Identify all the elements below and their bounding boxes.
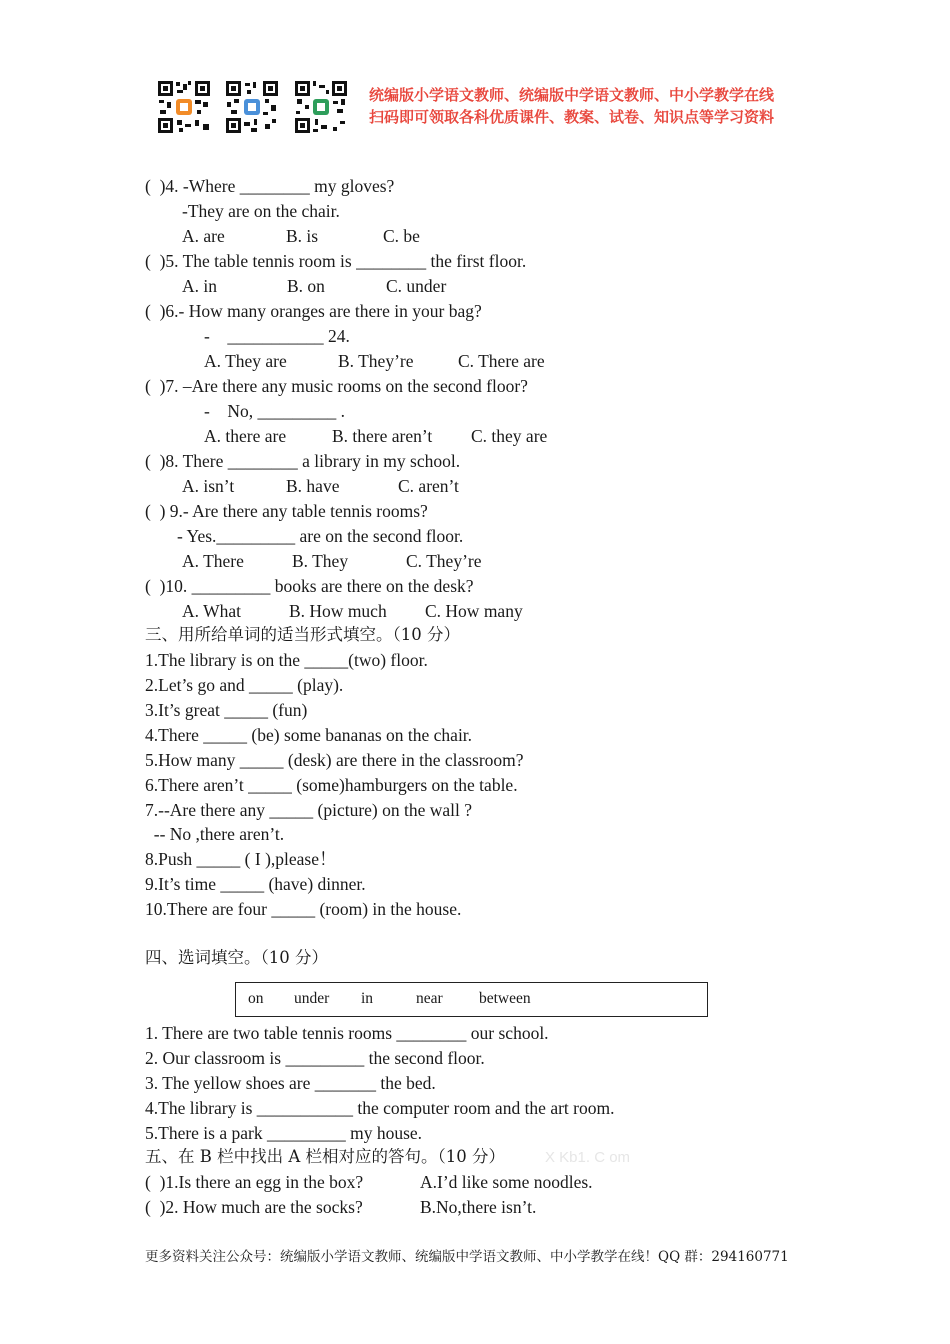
header-banner — [157, 80, 797, 136]
question-4-option-a: A. are — [182, 226, 225, 246]
question-8-option-c: C. aren’t — [398, 476, 459, 496]
question-5-option-b: B. on — [287, 276, 325, 296]
fill-item-8: 8.Push _____ ( I ),please！ — [145, 849, 337, 869]
fill-item-10: 10.There are four _____ (room) in the house. — [145, 899, 462, 919]
match-question-2: ( )2. How much are the socks? — [145, 1197, 363, 1217]
fill-item-3: 3.It’s great _____ (fun) — [145, 700, 308, 720]
question-6-answer: - ___________ 24. — [204, 326, 350, 346]
header-line-2: 扫码即可领取各科优质课件、教案、试卷、知识点等学习资料 — [369, 108, 775, 126]
choose-item-4: 4.The library is ___________ the computer room and the art room. — [145, 1098, 615, 1118]
fill-item-6: 6.There aren’t _____ (some)hamburgers on the table. — [145, 775, 518, 795]
question-7-option-a: A. there are — [204, 426, 287, 446]
question-7-answer: - No, _________ . — [204, 401, 345, 421]
question-10-option-b: B. How much — [289, 601, 387, 621]
question-7-option-b: B. there aren’t — [332, 426, 433, 446]
question-9-option-b: B. They — [292, 551, 349, 571]
question-10-option-a: A. What — [182, 601, 241, 621]
word-bank-box — [235, 982, 708, 1017]
word-bank-word: between — [479, 990, 531, 1007]
fill-item-7-answer: -- No ,there aren’t. — [145, 824, 285, 844]
question-9-option-c: C. They’re — [406, 551, 482, 571]
question-8-stem: ( )8. There ________ a library in my school. — [145, 451, 461, 471]
fill-item-7: 7.--Are there any _____ (picture) on the wall ? — [145, 800, 473, 820]
question-8-option-a: A. isn’t — [182, 476, 235, 496]
watermark-text: X Kb1. C om — [545, 1149, 631, 1166]
question-6-stem: ( )6.- How many oranges are there in your bag? — [145, 301, 482, 321]
word-bank-word: on — [248, 990, 264, 1007]
word-bank-word: in — [361, 990, 374, 1007]
question-7-option-c: C. they are — [471, 426, 548, 446]
choose-item-1: 1. There are two table tennis rooms ________ our school. — [145, 1023, 549, 1043]
question-7-stem: ( )7. –Are there any music rooms on the second floor? — [145, 376, 528, 396]
match-answer-a: A.I’d like some noodles. — [420, 1172, 593, 1192]
qr-code-icon — [225, 80, 279, 134]
section-5-title: 五、在 B 栏中找出 A 栏相对应的答句。（10 分） — [145, 1147, 506, 1166]
word-bank-word: near — [416, 990, 443, 1007]
section-4-title: 四、选词填空。（10 分） — [145, 948, 328, 967]
fill-item-2: 2.Let’s go and _____ (play). — [145, 675, 344, 695]
question-4-option-c: C. be — [383, 226, 420, 246]
question-6-option-c: C. There are — [458, 351, 545, 371]
question-4-answer: -They are on the chair. — [182, 201, 340, 221]
question-9-answer: - Yes._________ are on the second floor. — [177, 526, 464, 546]
match-answer-b: B.No,there isn’t. — [420, 1197, 537, 1217]
qr-code-icon — [294, 80, 348, 134]
page-footer: 更多资料关注公众号：统编版小学语文教师、统编版中学语文教师、中小学教学在线！QQ 群：294160771 — [145, 1249, 789, 1265]
question-4-stem: ( )4. -Where ________ my gloves? — [145, 176, 395, 196]
question-5-option-c: C. under — [386, 276, 447, 296]
question-5-stem: ( )5. The table tennis room is ________ the first floor. — [145, 251, 527, 271]
match-question-1: ( )1.Is there an egg in the box? — [145, 1172, 364, 1192]
word-bank-word: under — [294, 990, 330, 1007]
header-line-1: 统编版小学语文教师、统编版中学语文教师、中小学教学在线 — [369, 86, 775, 104]
header-promo-text — [369, 84, 774, 128]
question-5-option-a: A. in — [182, 276, 217, 296]
fill-item-5: 5.How many _____ (desk) are there in the classroom? — [145, 750, 524, 770]
fill-item-4: 4.There _____ (be) some bananas on the chair. — [145, 725, 473, 745]
question-4-option-b: B. is — [286, 226, 319, 246]
choose-item-3: 3. The yellow shoes are _______ the bed. — [145, 1073, 436, 1093]
question-9-option-a: A. There — [182, 551, 244, 571]
section-3-title: 三、用所给单词的适当形式填空。（10 分） — [145, 625, 460, 644]
question-10-option-c: C. How many — [425, 601, 523, 621]
choose-item-2: 2. Our classroom is _________ the second floor. — [145, 1048, 485, 1068]
question-9-stem: ( ) 9.- Are there any table tennis rooms? — [145, 501, 428, 521]
question-10-stem: ( )10. _________ books are there on the desk? — [145, 576, 474, 596]
question-6-option-b: B. They’re — [338, 351, 414, 371]
question-8-option-b: B. have — [286, 476, 340, 496]
qr-code-icon — [157, 80, 211, 134]
choose-item-5: 5.There is a park _________ my house. — [145, 1123, 423, 1143]
fill-item-9: 9.It’s time _____ (have) dinner. — [145, 874, 366, 894]
question-6-option-a: A. They are — [204, 351, 287, 371]
fill-item-1: 1.The library is on the _____(two) floor. — [145, 650, 428, 670]
